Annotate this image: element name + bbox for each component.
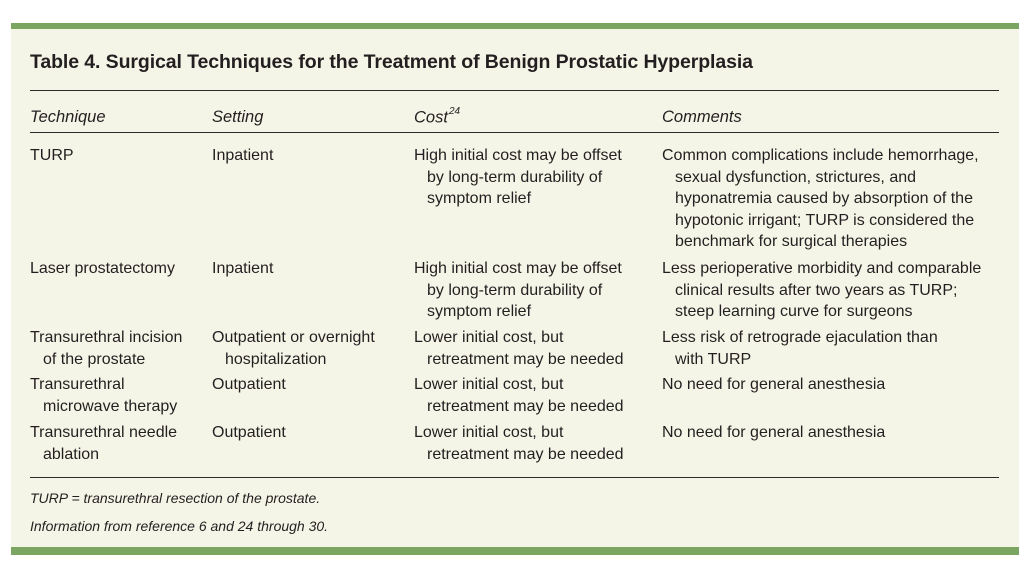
setting-cell <box>212 327 410 370</box>
comments-cell-line: with TURP <box>675 350 752 368</box>
comments-cell-line: steep learning curve for surgeons <box>675 303 913 321</box>
technique-cell-line: microwave therapy <box>43 397 178 415</box>
cost-cell-line: High initial cost may be offset <box>414 147 622 164</box>
technique-cell-line: Transurethral <box>30 376 125 393</box>
technique-cell <box>30 145 210 167</box>
cost-cell-line: Lower initial cost, but <box>414 329 564 346</box>
comments-cell <box>662 145 1007 253</box>
cost-cell-line: Lower initial cost, but <box>414 376 564 393</box>
cost-cell <box>414 258 659 323</box>
title-rule <box>30 90 999 91</box>
cost-cell-line: High initial cost may be offset <box>414 260 622 277</box>
cost-cell-line: by long-term durability of <box>427 281 603 299</box>
comments-cell-line: Less risk of retrograde ejaculation than <box>662 329 938 346</box>
table-bottom-rule <box>30 477 999 478</box>
comments-cell <box>662 327 1007 370</box>
cost-cell-line: retreatment may be needed <box>427 397 624 415</box>
technique-cell-line: ablation <box>43 445 100 463</box>
technique-cell <box>30 374 210 417</box>
technique-cell-line: Transurethral needle <box>30 424 178 441</box>
comments-cell <box>662 374 1007 396</box>
header-setting: Setting <box>212 108 264 126</box>
setting-cell <box>212 374 410 396</box>
setting-cell-line: Outpatient <box>212 376 286 393</box>
header-cost-label: Cost <box>414 108 448 127</box>
setting-cell-line: Inpatient <box>212 260 274 277</box>
cost-cell-line: symptom relief <box>427 303 532 321</box>
technique-cell-line: Transurethral incision <box>30 329 183 346</box>
table-title: Table 4. Surgical Techniques for the Treatment of Benign Prostatic Hyperplasia <box>30 51 753 73</box>
comments-cell-line: Common complications include hemorrhage, <box>662 147 979 164</box>
table-panel <box>11 23 1019 555</box>
cost-cell <box>414 327 659 370</box>
technique-cell <box>30 327 210 370</box>
header-technique: Technique <box>30 108 106 126</box>
setting-cell-line: Inpatient <box>212 147 274 164</box>
setting-cell <box>212 145 410 167</box>
header-rule <box>30 132 999 133</box>
comments-cell-line: hyponatremia caused by absorption of the <box>675 190 973 208</box>
technique-cell-line: Laser prostatectomy <box>30 260 175 277</box>
setting-cell <box>212 422 410 444</box>
cost-cell <box>414 422 659 465</box>
technique-cell <box>30 422 210 465</box>
comments-cell-line: benchmark for surgical therapies <box>675 233 908 251</box>
header-cost-reference: 24 <box>448 106 461 117</box>
setting-cell-line: Outpatient or overnight <box>212 329 375 346</box>
header-comments: Comments <box>662 108 742 126</box>
cost-cell-line: symptom relief <box>427 190 532 208</box>
technique-cell <box>30 258 210 280</box>
cost-cell-line: Lower initial cost, but <box>414 424 564 441</box>
setting-cell <box>212 258 410 280</box>
header-cost <box>414 108 460 128</box>
comments-cell-line: sexual dysfunction, strictures, and <box>675 168 917 186</box>
footnote-source: Information from reference 6 and 24 through 30. <box>30 518 329 534</box>
cost-cell-line: retreatment may be needed <box>427 350 624 368</box>
comments-cell-line: Less perioperative morbidity and comparable <box>662 260 982 277</box>
comments-cell <box>662 422 1007 444</box>
comments-cell-line: No need for general anesthesia <box>662 376 886 393</box>
comments-cell <box>662 258 1007 323</box>
setting-cell-line: hospitalization <box>225 350 327 368</box>
technique-cell-line: of the prostate <box>43 350 146 368</box>
cost-cell-line: retreatment may be needed <box>427 445 624 463</box>
comments-cell-line: hypotonic irrigant; TURP is considered the <box>675 211 975 229</box>
comments-cell-line: No need for general anesthesia <box>662 424 886 441</box>
cost-cell-line: by long-term durability of <box>427 168 603 186</box>
cost-cell <box>414 374 659 417</box>
setting-cell-line: Outpatient <box>212 424 286 441</box>
footnote-abbreviation: TURP = transurethral resection of the prostate. <box>30 490 321 506</box>
technique-cell-line: TURP <box>30 147 74 164</box>
comments-cell-line: clinical results after two years as TURP; <box>675 281 958 299</box>
cost-cell <box>414 145 659 210</box>
